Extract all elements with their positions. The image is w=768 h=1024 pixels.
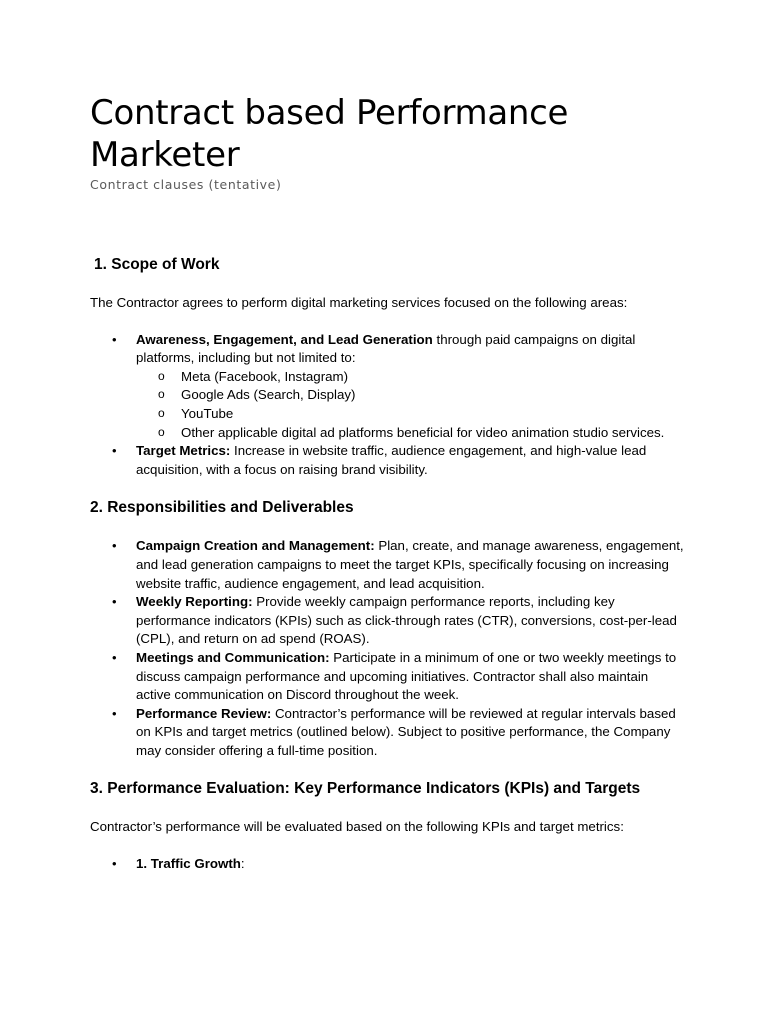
item-text: Participate in a minimum of one or two weekly meetings to discuss campaign performance and upcoming initiatives. Contractor shall also maintain active communication on Discord throughout the week. — [136, 649, 677, 703]
document-subtitle: Contract clauses (tentative) — [90, 177, 282, 192]
list-item — [90, 537, 685, 593]
item-label: Performance Review: — [136, 705, 272, 721]
performance-intro: Contractor’s performance will be evaluated based on the following KPIs and target metrics: — [90, 819, 624, 835]
platform-sublist — [136, 368, 685, 442]
item-text: through paid campaigns on digital platforms, including but not limited to: — [136, 331, 636, 366]
item-label: Meetings and Communication: — [136, 649, 330, 665]
list-item — [90, 442, 685, 479]
list-item — [90, 705, 685, 761]
scope-intro: The Contractor agrees to perform digital marketing services focused on the following areas: — [90, 295, 628, 310]
section-heading-responsibilities: 2. Responsibilities and Deliverables — [90, 499, 354, 517]
item-label: Weekly Reporting: — [136, 594, 253, 610]
sublist-item: o Google Ads (Search, Display) — [136, 386, 685, 405]
sublist-item: o YouTube — [136, 405, 685, 424]
item-label: Awareness, Engagement, and Lead Generation — [136, 331, 433, 347]
item-text: Plan, create, and manage awareness, engagement, and lead generation campaigns to meet the target KPIs, specifically focusing on increasing website traffic, audience engagement, and lead acquisition. — [136, 538, 684, 591]
item-label: Campaign Creation and Management: — [136, 538, 375, 554]
document-title: Contract based Performance Marketer — [90, 93, 569, 175]
section-heading-scope: 1. Scope of Work — [94, 256, 220, 273]
item-label: Target Metrics: — [136, 443, 231, 459]
section-heading-performance: 3. Performance Evaluation: Key Performance Indicators (KPIs) and Targets — [90, 780, 641, 798]
responsibilities-list — [90, 537, 685, 760]
sublist-item: o Other applicable digital ad platforms beneficial for video animation studio services. — [136, 424, 685, 443]
item-label: 1. Traffic Growth — [136, 856, 241, 872]
list-item — [90, 593, 685, 649]
item-text: Contractor’s performance will be reviewed at regular intervals based on KPIs and target metrics (outlined below). Subject to positive performance, the Company may consider offering a full-time position. — [136, 705, 676, 758]
scope-list — [90, 331, 685, 480]
document-body — [90, 255, 685, 874]
list-item — [90, 649, 685, 705]
kpi-list — [90, 855, 685, 874]
sublist-item: o Meta (Facebook, Instagram) — [136, 368, 685, 387]
list-item — [90, 855, 685, 874]
item-text: Increase in website traffic, audience engagement, and high-value lead acquisition, with a focus on raising brand visibility. — [136, 443, 647, 477]
list-item — [90, 331, 685, 443]
item-text: : — [240, 856, 245, 872]
item-text: Provide weekly campaign performance reports, including key performance indicators (KPIs) such as click-through rates (CTR), conversions, cost-per-lead (CPL), and return on ad spend (ROAS). — [136, 594, 677, 647]
